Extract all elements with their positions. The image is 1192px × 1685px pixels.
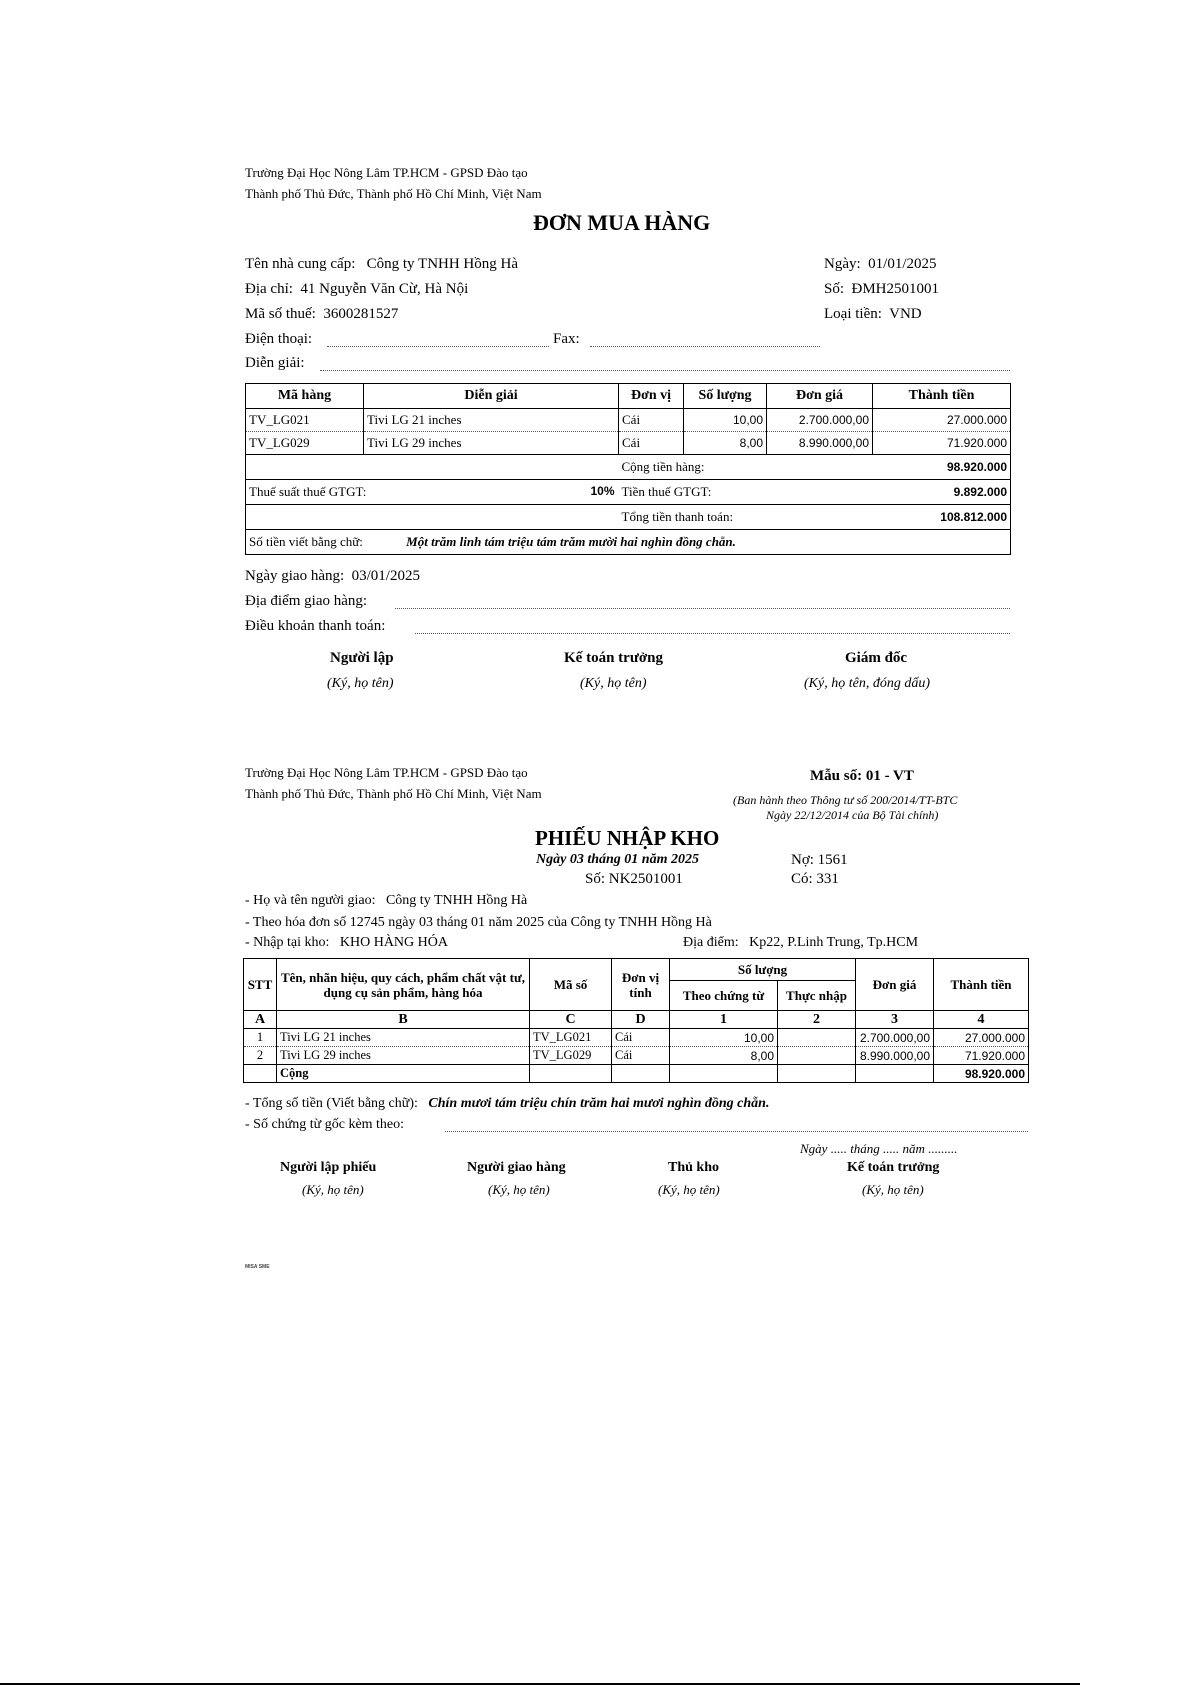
signature-title-storekeeper: Thủ kho <box>668 1160 719 1175</box>
signature-title-preparer: Người lập phiếu <box>280 1160 377 1175</box>
location-label: Địa điểm: <box>683 935 739 950</box>
signature-note-creator: (Ký, họ tên) <box>327 676 394 691</box>
header-qty-actual: Thực nhập <box>778 981 856 1011</box>
index-c: C <box>530 1011 612 1029</box>
table-row <box>244 1029 1029 1047</box>
cell-qty-doc: 8,00 <box>670 1047 778 1065</box>
subtotal-label: Cộng tiền hàng: <box>619 455 873 480</box>
cell-unit-price: 2.700.000,00 <box>767 409 873 432</box>
receipt-items-table <box>243 958 1029 1083</box>
total-row <box>246 505 1011 530</box>
in-words-row <box>246 530 1011 555</box>
currency-field <box>824 306 922 323</box>
header-quantity: Số lượng <box>670 959 856 981</box>
org-name: Trường Đại Học Nông Lâm TP.HCM - GPSD Đào tạo <box>245 165 528 180</box>
sign-date: Ngày ..... tháng ..... năm ......... <box>800 1141 958 1156</box>
delivery-date-label: Ngày giao hàng: <box>245 568 345 584</box>
supplier-field <box>245 256 518 273</box>
header-stt: STT <box>244 959 277 1011</box>
total-row <box>244 1065 1029 1083</box>
cell-description: Tivi LG 21 inches <box>364 409 619 432</box>
delivery-place-label: Địa điểm giao hàng: <box>245 593 368 609</box>
footer-brand: MISA SME <box>245 1264 270 1270</box>
deliverer-field <box>245 893 527 909</box>
attached-docs-label: - Số chứng từ gốc kèm theo: <box>245 1117 405 1132</box>
cell-name: Tivi LG 21 inches <box>277 1029 530 1047</box>
header-description: Diễn giải <box>364 384 619 409</box>
signature-note-preparer: (Ký, họ tên) <box>302 1182 364 1197</box>
cell-code: TV_LG021 <box>246 409 364 432</box>
signature-title-director: Giám đốc <box>845 650 908 666</box>
table-row <box>246 409 1011 432</box>
in-words-field <box>245 1096 769 1112</box>
debit-account: Nợ: 1561 <box>791 852 848 868</box>
index-a: A <box>244 1011 277 1029</box>
total-value: 98.920.000 <box>934 1065 1029 1083</box>
subtotal-row <box>246 455 1011 480</box>
header-amount: Thành tiền <box>934 959 1029 1011</box>
header-name: Tên, nhãn hiệu, quy cách, phẩm chất vật tư, dụng cụ sản phẩm, hàng hóa <box>277 959 530 1011</box>
cell-name: Tivi LG 29 inches <box>277 1047 530 1065</box>
signature-note-deliverer: (Ký, họ tên) <box>488 1182 550 1197</box>
signature-note-chief-accountant: (Ký, họ tên) <box>580 676 647 691</box>
index-d: D <box>612 1011 670 1029</box>
total-value: 108.812.000 <box>873 505 1011 530</box>
page-title: PHIẾU NHẬP KHO <box>535 826 720 850</box>
fax-label: Fax: <box>553 331 580 347</box>
signature-title-deliverer: Người giao hàng <box>467 1160 566 1175</box>
cell-stt: 2 <box>244 1047 277 1065</box>
currency-value: VND <box>889 306 922 322</box>
cell-code: TV_LG029 <box>530 1047 612 1065</box>
in-words-value: Một trăm linh tám triệu tám trăm mười hai nghìn đồng chẵn. <box>406 534 736 549</box>
org-name: Trường Đại Học Nông Lâm TP.HCM - GPSD Đào tạo <box>245 765 528 780</box>
cell-code: TV_LG021 <box>530 1029 612 1047</box>
cell-unit: Cái <box>619 409 684 432</box>
number-field <box>824 281 939 298</box>
cell-unit-price: 8.990.000,00 <box>767 432 873 455</box>
cell-amount: 27.000.000 <box>934 1029 1029 1047</box>
cell-code: TV_LG029 <box>246 432 364 455</box>
header-code: Mã số <box>530 959 612 1011</box>
order-items-table <box>245 383 1011 555</box>
delivery-place-field[interactable] <box>395 608 1010 609</box>
invoice-reference: - Theo hóa đơn số 12745 ngày 03 tháng 01 năm 2025 của Công ty TNHH Hồng Hà <box>245 915 712 930</box>
table-header-row <box>246 384 1011 409</box>
subtotal-value: 98.920.000 <box>873 455 1011 480</box>
address-value: 41 Nguyễn Văn Cừ, Hà Nội <box>300 281 469 297</box>
payment-terms-label: Điều khoản thanh toán: <box>245 618 386 634</box>
org-address: Thành phố Thủ Đức, Thành phố Hồ Chí Minh, Việt Nam <box>245 786 542 801</box>
warehouse-label: - Nhập tại kho: <box>245 935 330 950</box>
in-words-label: - Tổng số tiền (Viết bằng chữ): <box>245 1096 418 1111</box>
header-qty-doc: Theo chứng từ <box>670 981 778 1011</box>
vat-amount-label: Tiền thuế GTGT: <box>619 480 873 505</box>
form-number: Mẫu số: 01 - VT <box>810 768 914 784</box>
cell-unit-price: 2.700.000,00 <box>856 1029 934 1047</box>
cell-unit-price: 8.990.000,00 <box>856 1047 934 1065</box>
receipt-number: Số: NK2501001 <box>585 871 683 887</box>
index-4: 4 <box>934 1011 1029 1029</box>
in-words-value: Chín mươi tám triệu chín trăm hai mươi nghìn đồng chẵn. <box>428 1096 770 1111</box>
signature-note-director: (Ký, họ tên, đóng dấu) <box>804 676 930 691</box>
fax-field[interactable] <box>590 346 820 347</box>
table-row <box>246 432 1011 455</box>
receipt-date: Ngày 03 tháng 01 năm 2025 <box>536 852 699 867</box>
number-value: ĐMH2501001 <box>851 281 940 297</box>
address-field <box>245 281 468 298</box>
total-label: Tổng tiền thanh toán: <box>619 505 873 530</box>
delivery-date-value: 03/01/2025 <box>351 568 420 584</box>
signature-title-creator: Người lập <box>330 650 394 666</box>
header-unit-price: Đơn giá <box>856 959 934 1011</box>
cell-description: Tivi LG 29 inches <box>364 432 619 455</box>
tax-code-field <box>245 306 398 323</box>
total-label: Cộng <box>277 1065 530 1083</box>
table-header-row <box>244 959 1029 981</box>
signature-note-chief-accountant: (Ký, họ tên) <box>862 1182 924 1197</box>
cell-unit: Cái <box>619 432 684 455</box>
payment-terms-field[interactable] <box>415 633 1010 634</box>
phone-field[interactable] <box>327 346 549 347</box>
cell-stt: 1 <box>244 1029 277 1047</box>
description-field[interactable] <box>320 370 1010 371</box>
warehouse-field <box>245 935 448 951</box>
index-2: 2 <box>778 1011 856 1029</box>
page-title: ĐƠN MUA HÀNG <box>533 210 711 235</box>
header-amount: Thành tiền <box>873 384 1011 409</box>
credit-account: Có: 331 <box>791 871 839 887</box>
signature-title-chief-accountant: Kế toán trưởng <box>847 1160 940 1175</box>
description-label: Diễn giải: <box>245 355 305 371</box>
supplier-value: Công ty TNHH Hồng Hà <box>366 256 519 272</box>
cell-qty-doc: 10,00 <box>670 1029 778 1047</box>
deliverer-label: - Họ và tên người giao: <box>245 893 376 908</box>
cell-quantity: 8,00 <box>684 432 767 455</box>
vat-rate-value: 10% <box>590 484 615 498</box>
supplier-label: Tên nhà cung cấp: <box>245 256 356 272</box>
date-label: Ngày: <box>824 256 861 272</box>
attached-docs-field[interactable] <box>445 1131 1028 1132</box>
location-value: Kp22, P.Linh Trung, Tp.HCM <box>749 935 919 950</box>
header-unit: Đơn vị tính <box>612 959 670 1011</box>
cell-quantity: 10,00 <box>684 409 767 432</box>
warehouse-value: KHO HÀNG HÓA <box>339 935 448 950</box>
cell-amount: 71.920.000 <box>873 432 1011 455</box>
location-field <box>683 935 918 951</box>
form-note-line2: Ngày 22/12/2014 của Bộ Tài chính) <box>766 808 939 822</box>
cell-amount: 27.000.000 <box>873 409 1011 432</box>
index-row <box>244 1011 1029 1029</box>
form-note-line1: (Ban hành theo Thông tư số 200/2014/TT-BTC <box>733 793 958 807</box>
header-unit: Đơn vị <box>619 384 684 409</box>
header-code: Mã hàng <box>246 384 364 409</box>
org-address: Thành phố Thủ Đức, Thành phố Hồ Chí Minh, Việt Nam <box>245 186 542 201</box>
index-b: B <box>277 1011 530 1029</box>
date-field <box>824 256 937 273</box>
address-label: Địa chỉ: <box>245 281 293 297</box>
number-label: Số: <box>824 281 845 297</box>
currency-label: Loại tiền: <box>824 306 882 322</box>
index-1: 1 <box>670 1011 778 1029</box>
deliverer-value: Công ty TNHH Hồng Hà <box>385 893 528 908</box>
phone-label: Điện thoại: <box>245 331 313 347</box>
tax-code-label: Mã số thuế: <box>245 306 316 322</box>
header-unit-price: Đơn giá <box>767 384 873 409</box>
in-words-label: Số tiền viết bằng chữ: <box>249 534 363 549</box>
header-quantity: Số lượng <box>684 384 767 409</box>
index-3: 3 <box>856 1011 934 1029</box>
signature-note-storekeeper: (Ký, họ tên) <box>658 1182 720 1197</box>
table-row <box>244 1047 1029 1065</box>
cell-qty-actual <box>778 1029 856 1047</box>
cell-unit: Cái <box>612 1047 670 1065</box>
cell-amount: 71.920.000 <box>934 1047 1029 1065</box>
vat-row <box>246 480 1011 505</box>
tax-code-value: 3600281527 <box>323 306 399 322</box>
delivery-date-field <box>245 568 420 585</box>
date-value: 01/01/2025 <box>868 256 937 272</box>
cell-unit: Cái <box>612 1029 670 1047</box>
vat-amount-value: 9.892.000 <box>873 480 1011 505</box>
cell-qty-actual <box>778 1047 856 1065</box>
signature-title-chief-accountant: Kế toán trưởng <box>564 650 663 666</box>
vat-rate-label: Thuế suất thuế GTGT: <box>249 484 367 499</box>
